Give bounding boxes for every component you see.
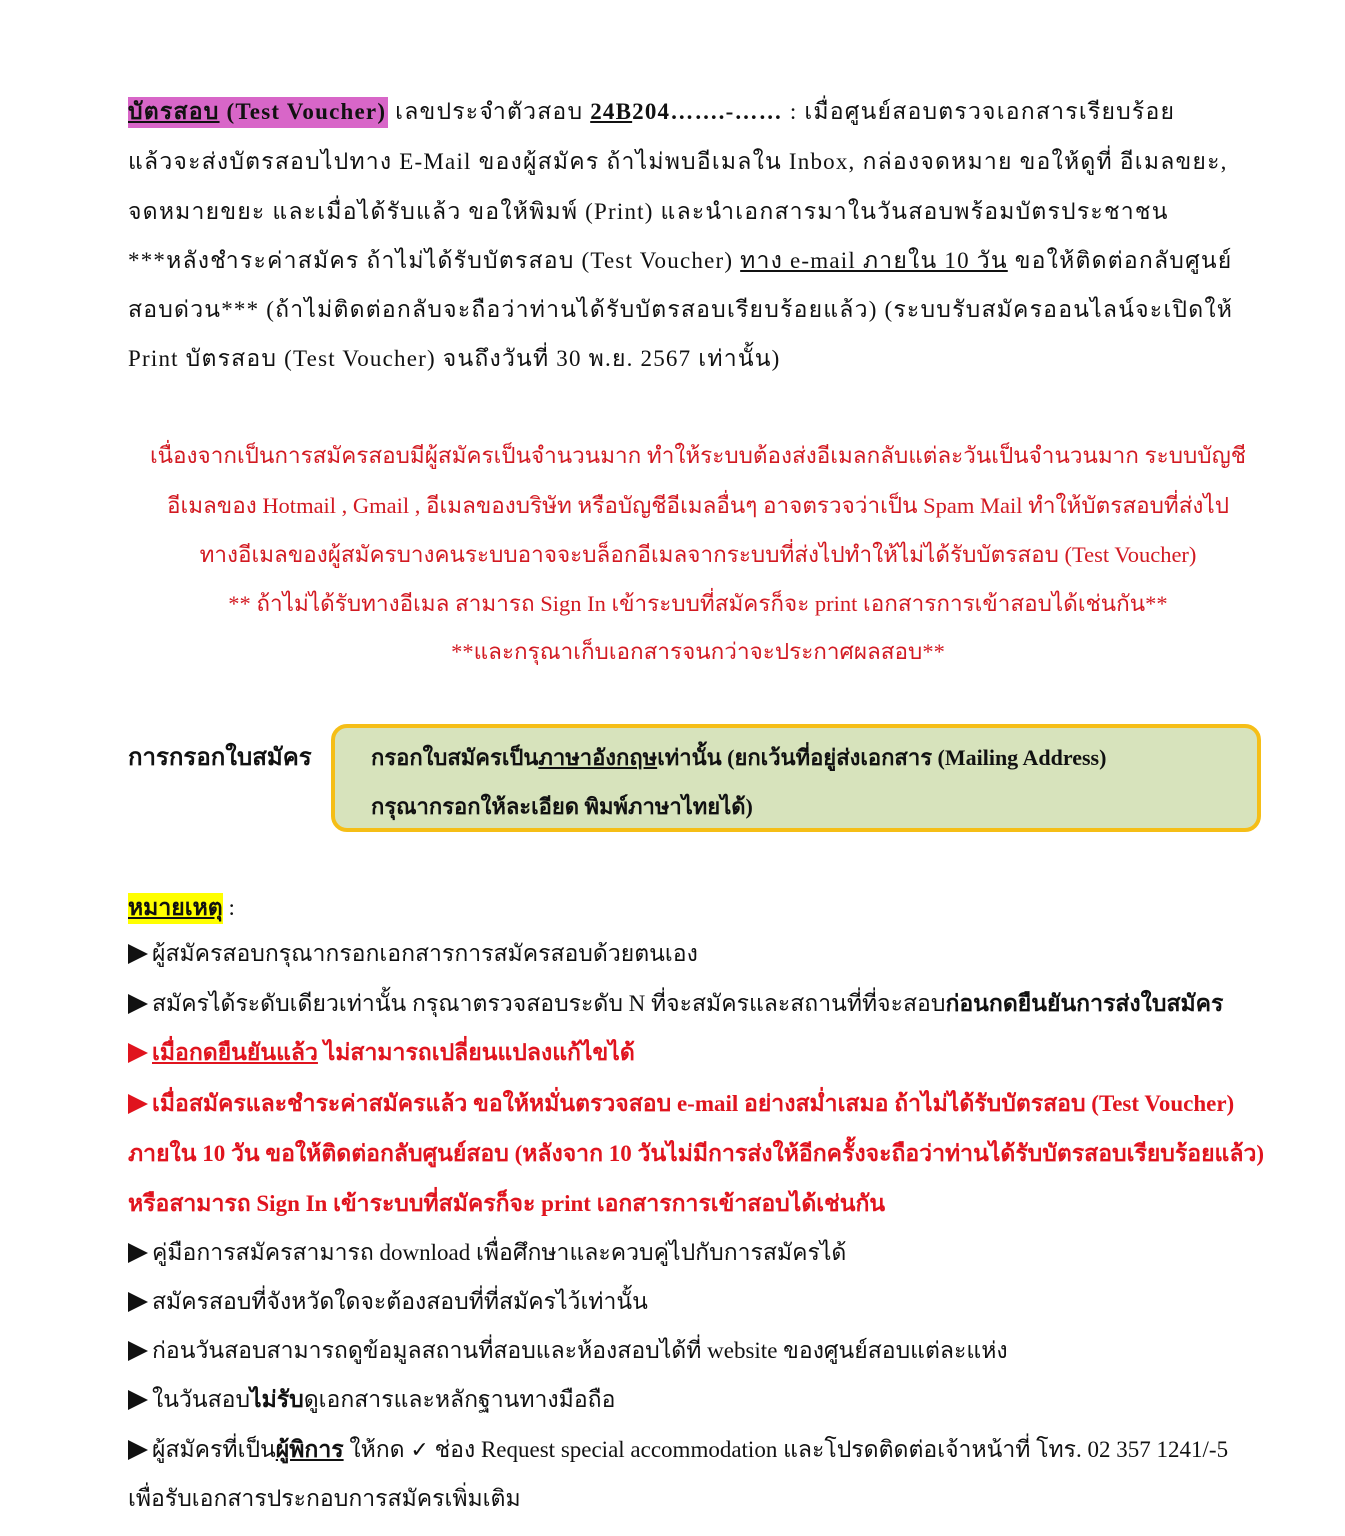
arrow-bullet-icon xyxy=(128,1243,148,1263)
arrow-bullet-icon xyxy=(128,1440,148,1460)
remark-text: คู่มือการสมัครสามารถ download เพื่อศึกษาและควบคู่ไปกับการสมัครได้ xyxy=(152,1240,847,1265)
remark-text-post: ดูเอกสารและหลักฐานทางมือถือ xyxy=(303,1387,616,1412)
remarks-heading xyxy=(128,892,235,924)
voucher-id-rest: 204…….-…… xyxy=(632,99,790,124)
form-line-1-post: เท่านั้น (ยกเว้นที่อยู่ส่งเอกสาร (Mailing Address) xyxy=(657,745,1107,770)
remark-item-continued: หรือสามารถ Sign In เข้าระบบที่สมัครก็จะ print เอกสารการเข้าสอบได้เช่นกัน xyxy=(128,1191,886,1216)
notice-line-3: ทางอีเมลของผู้สมัครบางคนระบบอาจจะบล็อกอีเมลจากระบบที่ส่งไปทำให้ไม่ได้รับบัตรสอบ (Test Voucher) xyxy=(199,542,1197,567)
remark-item-continued: เพื่อรับเอกสารประกอบการสมัครเพิ่มเติม xyxy=(128,1486,521,1511)
remark-item xyxy=(128,1434,1228,1467)
remark-bold: ไม่รับ xyxy=(250,1387,304,1412)
remark-text: สมัครได้ระดับเดียวเท่านั้น กรุณาตรวจสอบระดับ N ที่จะสมัครและสถานที่ที่จะสอบ xyxy=(152,991,946,1016)
form-section-label: การกรอกใบสมัคร xyxy=(128,745,312,771)
voucher-line-4 xyxy=(128,245,1233,277)
voucher-label-en: (Test Voucher) xyxy=(219,99,387,124)
voucher-label-thai: บัตรสอบ xyxy=(128,99,220,124)
voucher-line-1 xyxy=(128,96,1175,128)
remark-item xyxy=(128,1037,635,1069)
notice-line-5: **และกรุณาเก็บเอกสารจนกว่าจะประกาศผลสอบ** xyxy=(451,639,945,664)
form-instructions-box xyxy=(331,724,1261,832)
voucher-line-5: สอบด่วน*** (ถ้าไม่ติดต่อกลับจะถือว่าท่านได้รับบัตรสอบเรียบร้อยแล้ว) (ระบบรับสมัครออนไลน์จะเปิดให้ xyxy=(128,297,1234,322)
remark-item xyxy=(128,1088,1234,1120)
arrow-bullet-icon xyxy=(128,1292,148,1312)
notice-line-2: อีเมลของ Hotmail , Gmail , อีเมลของบริษัท หรือบัญชีอีเมลอื่นๆ อาจตรวจว่าเป็น Spam Mail ทำให้บัตรสอบที่ส่งไป xyxy=(166,493,1230,518)
notice-line-1: เนื่องจากเป็นการสมัครสอบมีผู้สมัครเป็นจำนวนมาก ทำให้ระบบต้องส่งอีเมลกลับแต่ละวันเป็นจำนวนมาก ระบบบัญชี xyxy=(149,443,1247,468)
remark-text: ผู้สมัครสอบกรุณากรอกเอกสารการสมัครสอบด้วยตนเอง xyxy=(152,941,698,966)
voucher-line-1-tail: : เมื่อศูนย์สอบตรวจเอกสารเรียบร้อย xyxy=(789,99,1176,124)
arrow-bullet-icon xyxy=(128,1341,148,1361)
voucher-line-3: จดหมายขยะ และเมื่อได้รับแล้ว ขอให้พิมพ์ (Print) และนำเอกสารมาในวันสอบพร้อมบัตรประชาชน xyxy=(128,199,1169,224)
remark-item xyxy=(128,988,1223,1020)
remark-bold-tail: ก่อนกดยืนยันการส่งใบสมัคร xyxy=(945,991,1224,1016)
arrow-bullet-icon xyxy=(128,1390,148,1410)
remark-text-post: ช่อง Request special accommodation และโปรดติดต่อเจ้าหน้าที่ โทร. 02 357 1241/-5 xyxy=(428,1437,1229,1462)
remark-item xyxy=(128,938,698,970)
voucher-deadline: ทาง e-mail ภายใน 10 วัน xyxy=(740,248,1008,273)
arrow-bullet-icon xyxy=(128,994,148,1014)
arrow-bullet-icon xyxy=(128,1043,148,1063)
remark-text: ก่อนวันสอบสามารถดูข้อมูลสถานที่สอบและห้องสอบได้ที่ website ของศูนย์สอบแต่ละแห่ง xyxy=(152,1338,1008,1363)
arrow-bullet-icon xyxy=(128,944,148,964)
checkmark-icon: ✓ xyxy=(410,1438,429,1463)
voucher-line-2: แล้วจะส่งบัตรสอบไปทาง E-Mail ของผู้สมัคร ถ้าไม่พบอีเมลใน Inbox, กล่องจดหมาย ขอให้ดูที่ อีเมลขยะ, xyxy=(128,149,1228,174)
remark-text: ไม่สามารถเปลี่ยนแปลงแก้ไขได้ xyxy=(317,1040,635,1065)
remark-item xyxy=(128,1335,1008,1367)
remark-text: ในวันสอบ xyxy=(152,1387,251,1412)
voucher-line-6: Print บัตรสอบ (Test Voucher) จนถึงวันที่ 30 พ.ย. 2567 เท่านั้น) xyxy=(128,346,781,371)
remarks-colon: : xyxy=(222,895,235,920)
remark-item xyxy=(128,1286,648,1318)
voucher-id-prefix: 24B xyxy=(590,99,633,124)
remark-item xyxy=(128,1237,846,1269)
form-instruction-line-2: กรุณากรอกให้ละเอียด พิมพ์ภาษาไทยได้) xyxy=(371,794,753,819)
voucher-line-4-post: ขอให้ติดต่อกลับศูนย์ xyxy=(1007,248,1233,273)
disabled-applicant-text: ผู้พิการ xyxy=(275,1437,344,1462)
remark-text: เมื่อสมัครและชำระค่าสมัครแล้ว ขอให้หมั่นตรวจสอบ e-mail อย่างสม่ำเสมอ ถ้าไม่ได้รับบัตรสอบ (Test Voucher) xyxy=(152,1091,1235,1116)
voucher-line-4-pre: ***หลังชำระค่าสมัคร ถ้าไม่ได้รับบัตรสอบ (Test Voucher) xyxy=(128,248,741,273)
remarks-title: หมายเหตุ xyxy=(128,893,223,924)
form-line-1-pre: กรอกใบสมัครเป็น xyxy=(371,745,539,770)
form-instruction-line-1 xyxy=(371,740,1106,775)
remark-text: ผู้สมัครที่เป็น xyxy=(152,1437,276,1462)
remark-underlined: เมื่อกดยืนยันแล้ว xyxy=(152,1040,318,1065)
arrow-bullet-icon xyxy=(128,1094,148,1114)
voucher-id-label: เลขประจำตัวสอบ xyxy=(388,99,591,124)
remark-item-continued: ภายใน 10 วัน ขอให้ติดต่อกลับศูนย์สอบ (หลังจาก 10 วันไม่มีการส่งให้อีกครั้งจะถือว่าท่านได้รับบัตรสอบเรียบร้อยแล้ว) xyxy=(128,1141,1265,1166)
voucher-label-highlight xyxy=(128,97,388,128)
notice-line-4: ** ถ้าไม่ได้รับทางอีเมล สามารถ Sign In เข้าระบบที่สมัครก็จะ print เอกสารการเข้าสอบได้เช่นกัน** xyxy=(228,591,1168,616)
english-only-text: ภาษาอังกฤษ xyxy=(538,745,658,770)
remark-item xyxy=(128,1384,615,1416)
remark-text-mid: ให้กด xyxy=(343,1437,411,1462)
remark-text: สมัครสอบที่จังหวัดใดจะต้องสอบที่ที่สมัครไว้เท่านั้น xyxy=(152,1289,648,1314)
